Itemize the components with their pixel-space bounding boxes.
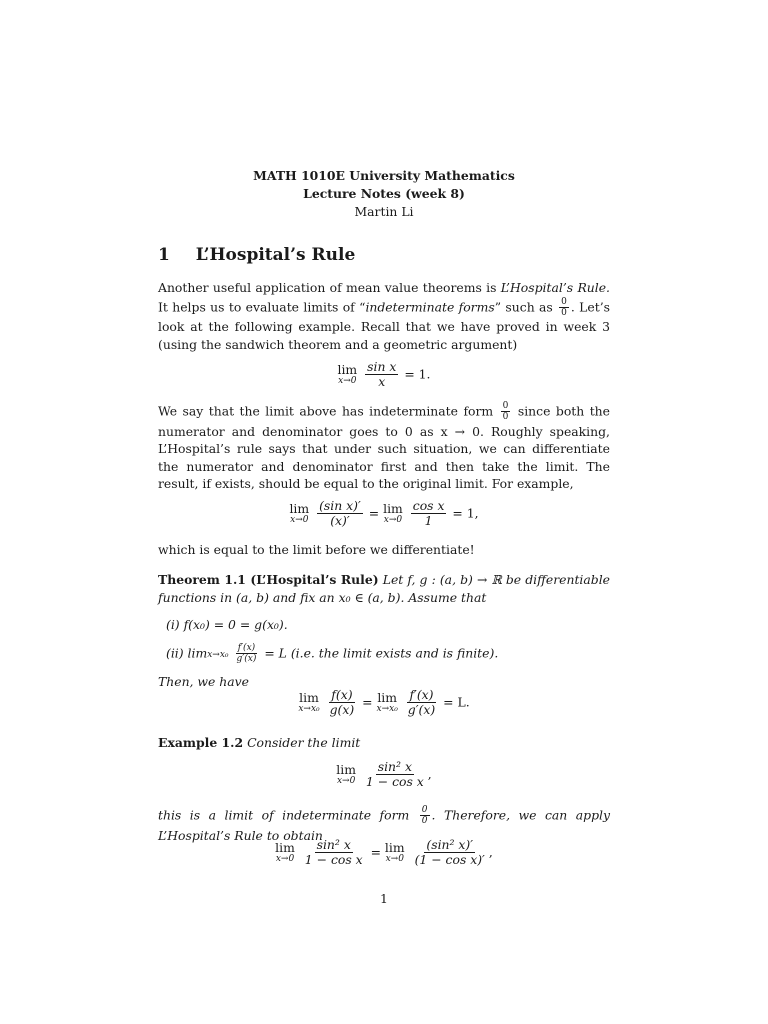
fraction: [317, 499, 363, 529]
fraction: [328, 688, 357, 718]
denominator: g(x): [329, 702, 355, 718]
limit-operator: [338, 363, 358, 387]
para2-text-a: We say that the limit above has indeterminate form: [158, 403, 499, 419]
intro-text-c: ” such as: [494, 298, 558, 314]
lim-text: lim: [299, 690, 319, 705]
zero-over-zero-fraction: [559, 297, 569, 319]
course-title: MATH 1010E University Mathematics: [253, 168, 515, 183]
equation-derivative-example: [158, 499, 610, 529]
derivative-fraction: [234, 643, 258, 665]
numerator: f′(x): [237, 643, 256, 653]
example-text: Consider the limit: [247, 735, 361, 750]
lim-text: lim: [336, 762, 356, 777]
fraction: [303, 838, 365, 868]
para2-text-b: since both the numerator and denominator goes to 0 as x → 0. Roughly speaking, L’Hospital’s rule says that under such situation, we can differentiate the numerator and denominator first and then take the limit. The result, if exists, should be equal to the original limit. For example,: [158, 403, 610, 492]
numerator: f′(x): [409, 687, 434, 702]
frac-num: 0: [421, 805, 428, 815]
example-after-text-b: . Therefore, we can apply L’Hospital’s Rule to obtain: [158, 807, 610, 843]
page-number: 1: [380, 891, 388, 906]
intro-text-a: Another useful application of mean value theorems is: [158, 280, 501, 295]
equation-rhs: ,: [488, 844, 493, 860]
limit-operator: [377, 691, 398, 715]
fraction: [364, 760, 426, 790]
numerator: sin x: [367, 359, 397, 374]
intro-text-d: . Let’s look at the following example. Recall that we have proved in week 3 (using the sandwich theorem and a geometric argument): [158, 298, 611, 352]
numerator: (sin² x)′: [426, 837, 474, 852]
denominator: 1: [424, 513, 433, 529]
frac-den: 0: [421, 816, 428, 827]
limit-operator: [336, 763, 356, 787]
equation-rhs: = L.: [443, 694, 470, 710]
indeterminate-forms-term: indeterminate forms: [365, 298, 495, 314]
limit-operator: [385, 841, 405, 865]
denominator: 1 − cos x: [365, 774, 424, 790]
fraction: [411, 499, 447, 529]
denominator: (1 − cos x)′: [414, 852, 485, 868]
lim-subscript: x→0: [383, 514, 403, 525]
lim-subscript: x→x₀: [376, 703, 398, 714]
theorem-text: Let f, g : (a, b) → ℝ be differentiable functions in (a, b) and fix an x₀ ∈ (a, b). Assume that: [158, 572, 610, 605]
numerator: (sin x)′: [319, 498, 361, 513]
frac-den: 0: [561, 307, 567, 318]
equation-example-derivative: [158, 838, 610, 868]
frac-num: 0: [502, 401, 509, 411]
section-title: L’Hospital’s Rule: [195, 245, 356, 265]
denominator: g′(x): [236, 654, 257, 665]
equals-sign: =: [362, 694, 373, 710]
lim-subscript: x→0: [290, 514, 309, 525]
lim-text: lim: [289, 501, 310, 516]
denominator: x: [378, 374, 386, 390]
theorem-condition-1: (i) f(x₀) = 0 = g(x₀).: [166, 617, 288, 632]
denominator: g′(x): [407, 702, 436, 718]
equation-rhs: ,: [427, 766, 432, 782]
numerator: sin² x: [377, 759, 412, 774]
numerator: sin² x: [316, 837, 351, 852]
section-heading: [158, 244, 355, 266]
example-label: Example 1.2: [158, 735, 244, 750]
theorem-label: Theorem 1.1 (L’Hospital’s Rule): [158, 572, 379, 587]
equation-sinx-over-x: [158, 360, 610, 390]
author-name: Martin Li: [354, 204, 414, 219]
example-statement: [158, 734, 610, 752]
fraction: [406, 688, 437, 718]
equation-rhs: = 1.: [404, 366, 431, 382]
theorem-statement: [158, 571, 610, 606]
condition2-subscript: x→x₀: [207, 650, 229, 661]
zero-over-zero-fraction: [420, 805, 430, 827]
condition2-text: = L (i.e. the limit exists and is finite).: [264, 645, 499, 661]
lecture-notes-title: Lecture Notes (week 8): [303, 186, 465, 201]
section-number: 1: [158, 245, 170, 265]
lim-text: lim: [275, 840, 295, 855]
lim-subscript: x→0: [275, 853, 295, 864]
lim-text: lim: [384, 840, 405, 855]
limit-operator: [383, 502, 403, 526]
lim-text: lim: [377, 690, 398, 705]
frac-num: 0: [561, 296, 567, 307]
equals-sign: =: [370, 844, 381, 860]
zero-over-zero-fraction: [501, 401, 511, 423]
intro-paragraph: [158, 279, 610, 353]
lim-subscript: x→0: [385, 853, 404, 864]
lim-text: lim: [337, 362, 358, 377]
equation-rhs: = 1,: [452, 505, 479, 521]
intro-text-b: It helps us to evaluate limits of “: [158, 298, 366, 314]
equation-example-limit: [158, 760, 610, 790]
numerator: cos x: [412, 498, 445, 513]
lim-text: lim: [383, 501, 403, 516]
frac-den: 0: [502, 412, 509, 423]
limit-operator: [289, 502, 309, 526]
equals-sign: =: [368, 505, 380, 521]
lim-subscript: x→0: [336, 775, 356, 786]
rule-name: L’Hospital’s Rule.: [500, 280, 610, 295]
theorem-condition-2: [166, 643, 498, 665]
numerator: f(x): [331, 687, 353, 702]
denominator: (x)′: [330, 513, 350, 529]
theorem-then: Then, we have: [158, 674, 250, 689]
fraction: [413, 838, 487, 868]
example-after-text-a: this is a limit of indeterminate form: [158, 807, 418, 823]
equation-lhospital: [158, 688, 610, 718]
indeterminate-paragraph: [158, 401, 610, 493]
lim-subscript: x→x₀: [298, 703, 320, 714]
lim-subscript: x→0: [338, 375, 357, 386]
fraction: [365, 360, 398, 390]
denominator: 1 − cos x: [304, 852, 363, 868]
condition2-lim: (ii) lim: [166, 645, 208, 661]
limit-operator: [298, 691, 319, 715]
limit-operator: [275, 841, 295, 865]
after-example-paragraph: which is equal to the limit before we differentiate!: [158, 542, 475, 557]
